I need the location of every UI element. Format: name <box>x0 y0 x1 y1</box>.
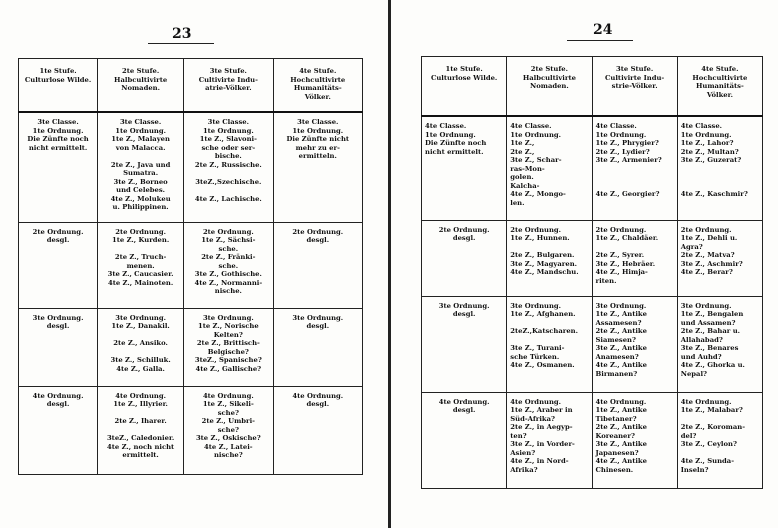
header-cell: 4te Stufe. Hochcultivirte Humanitäts- Völker. <box>273 59 362 113</box>
table-cell: 3te Ordnung. desgl. <box>422 296 507 392</box>
table-cell: 3te Ordnung. desgl. <box>273 308 362 386</box>
header-cell: 1te Stufe. Culturlose Wilde. <box>422 57 507 117</box>
classification-table-left <box>18 58 363 475</box>
table-cell: 3te Ordnung. desgl. <box>19 308 98 386</box>
header-cell: 2te Stufe. Halbcultivirte Nomaden. <box>98 59 184 113</box>
header-cell: 1te Stufe. Culturlose Wilde. <box>19 59 98 113</box>
table-cell: 4te Ordnung. desgl. <box>422 392 507 488</box>
classification-table-right <box>421 56 763 489</box>
table-cell: 3te Ordnung. 1te Z., Norische Kelten? 2te Z., Brittisch- Belgische? 3teZ., Spanische? 4te Z., Gallische? <box>184 308 273 386</box>
table-cell: 2te Ordnung. desgl. <box>273 222 362 308</box>
table-cell: 2te Ordnung. 1te Z., Sächsi- sche. 2te Z., Fränki- sche. 3te Z., Gothische. 4te Z., Normanni- nische. <box>184 222 273 308</box>
table-cell: 4te Ordnung. 1te Z., Illyrier. 2te Z., Iharer. 3teZ., Caledonier. 4te Z., noch nicht ermittelt. <box>98 386 184 474</box>
left-page <box>0 0 388 528</box>
table-cell: 4te Classe. 1te Ordnung. Die Zünfte noch nicht ermittelt. <box>422 116 507 220</box>
table-cell: 3te Ordnung. 1te Z., Danakil. 2te Z., Ansiko. 3te Z., Schilluk. 4te Z., Galla. <box>98 308 184 386</box>
table-cell: 4te Ordnung. 1te Z., Antike Tibetaner? 2te Z., Antike Koreaner? 3te Z., Antike Japanesen? 4te Z., Antike Chinesen. <box>592 392 677 488</box>
table-cell: 3te Ordnung. 1te Z., Antike Assamesen? 2te Z., Antike Siamesen? 3te Z., Antike Anamesen? 4te Z., Antike Birmanen? <box>592 296 677 392</box>
table-cell: 3te Classe. 1te Ordnung. 1te Z., Malayen von Malacca. 2te Z., Java und Sumatra. 3te Z., Borneo und Celebes. 4te Z., Molukeu u. Philippinen. <box>98 112 184 222</box>
table-cell: 3te Classe. 1te Ordnung. Die Zünfte nicht mehr zu er- ermitteln. <box>273 112 362 222</box>
table-cell: 4te Ordnung. desgl. <box>273 386 362 474</box>
table-row <box>422 296 763 392</box>
table-cell: 3te Classe. 1te Ordnung. 1te Z., Slavoni- sche oder ser- bische. 2te Z., Russische. 3teZ.,Szechische. 4te Z., Lachische. <box>184 112 273 222</box>
table-cell: 3te Ordnung. 1te Z., Bengalen und Assamen? 2te Z., Bahar u. Allahabad? 3te Z., Benares und Auhd? 4te Z., Ghorka u. Nepal? <box>677 296 762 392</box>
table-cell: 2te Ordnung. 1te Z., Kurden. 2te Z., Truch- menen. 3te Z., Caucasier. 4te Z., Mainoten. <box>98 222 184 308</box>
header-cell: 4te Stufe. Hochcultivirte Humanitäts- Völker. <box>677 57 762 117</box>
page-number: 24 <box>593 22 613 38</box>
table-cell: 3te Ordnung. 1te Z., Afghanen. 2teZ.,Katscharen. 3te Z., Turani- sche Türken. 4te Z., Osmanen. <box>507 296 592 392</box>
table-cell: 4te Ordnung. desgl. <box>19 386 98 474</box>
page-number: 23 <box>172 26 192 42</box>
table-cell: 4te Classe. 1te Ordnung. 1te Z., Phrygier? 2te Z., Lydier? 3te Z., Armenier? 4te Z., Georgier? <box>592 116 677 220</box>
table-cell: 4te Ordnung. 1te Z., Sikeli- sche? 2te Z., Umbri- sche? 3te Z., Oskische? 4te Z., Latei- nische? <box>184 386 273 474</box>
table-row <box>19 112 363 222</box>
table-cell: 2te Ordnung. 1te Z., Hunnen. 2te Z., Bulgaren. 3te Z., Magyaren. 4te Z., Mandschu. <box>507 220 592 296</box>
table-cell: 4te Classe. 1te Ordnung. 1te Z., 2te Z., 3te Z., Schar- ras-Mon- golen. Kalcha- 4te Z., Mongo- len. <box>507 116 592 220</box>
table-cell: 4te Ordnung. 1te Z., Araber in Süd-Afrika? 2te Z., in Aegyp- ten? 3te Z., in Vorder- Asien? 4te Z., in Nord- Afrika? <box>507 392 592 488</box>
table-cell: 2te Ordnung. 1te Z., Chaldäer. 2te Z., Syrer. 3te Z., Hebräer. 4te Z., Himja- riten. <box>592 220 677 296</box>
page-number-rule <box>148 43 214 44</box>
right-page <box>391 0 778 528</box>
header-row <box>422 57 763 117</box>
header-row <box>19 59 363 113</box>
table-row <box>19 386 363 474</box>
page-number-rule <box>567 40 633 41</box>
table-cell: 3te Classe. 1te Ordnung. Die Zünfte noch nicht ermittelt. <box>19 112 98 222</box>
table-cell: 4te Ordnung. 1te Z., Malabar? 2te Z., Koroman- del? 3te Z., Ceylon? 4te Z., Sunda- Inseln? <box>677 392 762 488</box>
header-cell: 2te Stufe. Halbcultivirte Nomaden. <box>507 57 592 117</box>
table-cell: 2te Ordnung. 1te Z., Dehli u. Agra? 2te Z., Matva? 3te Z., Aschmir? 4te Z., Berar? <box>677 220 762 296</box>
table-row <box>19 222 363 308</box>
table-row <box>422 116 763 220</box>
table-row <box>422 220 763 296</box>
header-cell: 3te Stufe. Cultivirte Indu- strie-Völker. <box>592 57 677 117</box>
table-cell: 2te Ordnung. desgl. <box>422 220 507 296</box>
table-row <box>422 392 763 488</box>
table-cell: 2te Ordnung. desgl. <box>19 222 98 308</box>
header-cell: 3te Stufe. Cultivirte Indu- atrie-Völker. <box>184 59 273 113</box>
table-cell: 4te Classe. 1te Ordnung. 1te Z., Lahor? 2te Z., Multan? 3te Z., Guzerat? 4te Z., Kaschmir? <box>677 116 762 220</box>
table-row <box>19 308 363 386</box>
